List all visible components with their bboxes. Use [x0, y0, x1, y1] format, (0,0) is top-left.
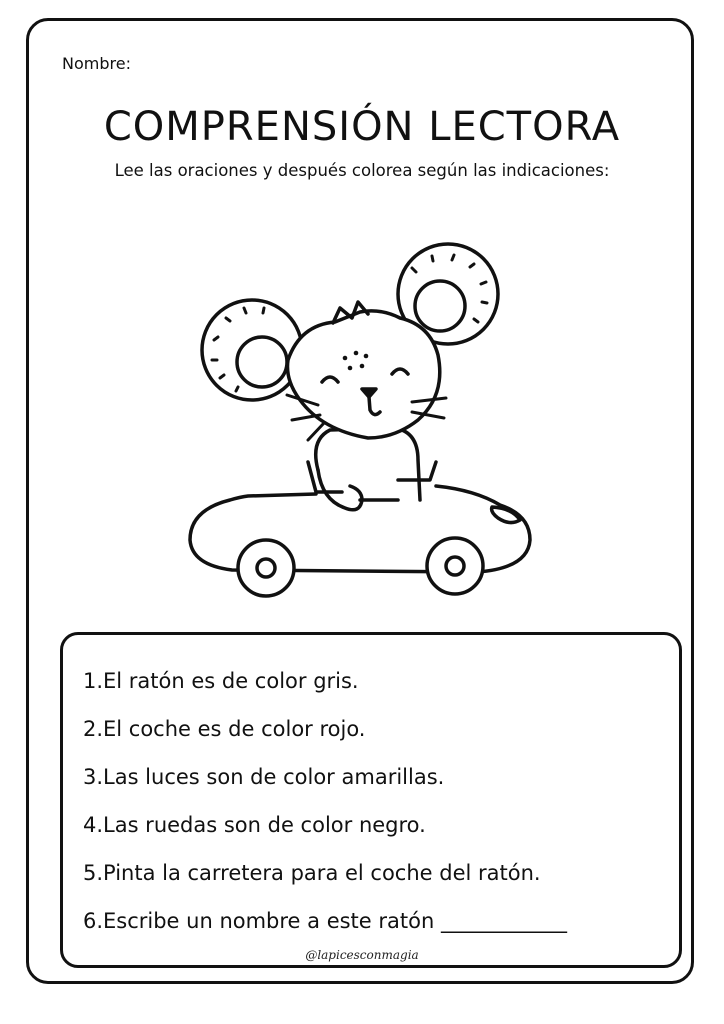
- credit-watermark: @lapicesconmagia: [305, 948, 419, 962]
- instruction-item: [77, 861, 541, 885]
- instruction-number: 6.: [82, 909, 103, 933]
- rear-wheel-icon: [427, 538, 483, 594]
- instructions-box: [60, 632, 682, 968]
- instruction-item: [77, 669, 359, 693]
- instruction-item: [77, 813, 426, 837]
- instruction-text: El ratón es de color gris.: [103, 669, 359, 693]
- instruction-text: Escribe un nombre a este ratón ____________: [103, 909, 567, 933]
- name-label: Nombre:: [62, 54, 131, 73]
- instruction-number: 1.: [82, 669, 103, 693]
- instruction-text: Las luces son de color amarillas.: [103, 765, 445, 789]
- instruction-number: 2.: [82, 717, 103, 741]
- instruction-item: [77, 717, 365, 741]
- instruction-number: 5.: [82, 861, 103, 885]
- car-headlight-icon: [492, 507, 520, 523]
- front-wheel-icon: [238, 540, 294, 596]
- instruction-item: [77, 909, 567, 933]
- page-subtitle: Lee las oraciones y después colorea según las indicaciones:: [114, 161, 610, 180]
- page-title: COMPRENSIÓN LECTORA: [103, 104, 621, 150]
- instruction-text: Pinta la carretera para el coche del ratón.: [103, 861, 541, 885]
- mouse-head: [288, 311, 440, 438]
- instruction-item: [77, 765, 444, 789]
- mouse-in-car-illustration: [175, 228, 555, 618]
- instruction-number: 4.: [82, 813, 103, 837]
- instruction-number: 3.: [82, 765, 103, 789]
- instruction-text: Las ruedas son de color negro.: [103, 813, 426, 837]
- left-ear-icon: [202, 300, 302, 400]
- instruction-text: El coche es de color rojo.: [103, 717, 366, 741]
